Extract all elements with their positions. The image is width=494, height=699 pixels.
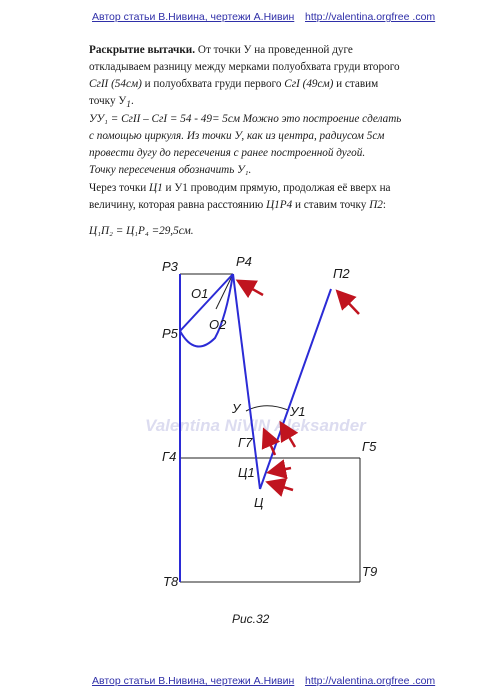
watermark: Valentina NiVIN Aleksander xyxy=(145,416,366,435)
label-u1: У1 xyxy=(290,404,306,419)
label-u: У xyxy=(232,401,241,416)
arrow-p4 xyxy=(240,282,263,295)
text-fragment: СгII (54см) xyxy=(89,78,142,90)
label-t9: Т9 xyxy=(362,564,378,579)
text-fragment: и ставим xyxy=(333,78,379,90)
arrow-p2 xyxy=(339,293,359,314)
text-line: с помощью циркуля. Из точки У, как из центра, радиусом 5см xyxy=(89,130,385,142)
text-line: откладываем разницу между мерками полуобхвата груди второго xyxy=(89,61,400,73)
text-fragment: и У1 проводим прямую, продолжая её вверх на xyxy=(162,182,391,194)
section-heading: Раскрытие вытачки. xyxy=(89,44,196,56)
text-line: От точки У на проведенной дуге xyxy=(195,44,353,56)
text-fragment: П2 xyxy=(369,199,383,211)
label-o2: О2 xyxy=(209,317,227,332)
label-t8: Т8 xyxy=(163,574,179,589)
text-line: УУ₁ = СгII – СгI = 54 - 49= 5см Можно это построение сделать xyxy=(89,113,402,125)
text-fragment: величину, которая равна расстоянию xyxy=(89,199,267,211)
label-p5: Р5 xyxy=(162,326,178,341)
text-fragment: Через точки xyxy=(89,182,150,194)
label-g7: Г7 xyxy=(238,435,253,450)
label-p4: Р4 xyxy=(236,254,252,269)
text-fragment: Ц1 xyxy=(149,182,163,194)
formula: Ц₁П₂ = Ц₁Р₄ =29,5см. xyxy=(89,225,194,237)
text-fragment: и ставим точку xyxy=(292,199,370,211)
footer-author: Автор статьи В.Нивина, чертежи А.Нивин xyxy=(92,675,295,687)
text-fragment: и полуобхвата груди первого xyxy=(141,78,285,90)
dart-curve xyxy=(180,274,233,347)
figure-caption: Рис.32 xyxy=(232,612,270,626)
text-fragment: СгI (49см) xyxy=(284,78,334,90)
header-author: Автор статьи В.Нивина, чертежи А.Нивин xyxy=(92,11,295,23)
label-g4: Г4 xyxy=(162,449,177,464)
header-url-link[interactable]: http://valentina.orgfree .com xyxy=(305,11,436,23)
footer-url-link[interactable]: http://valentina.orgfree .com xyxy=(305,675,436,687)
text-fragment: 1 xyxy=(126,100,131,111)
label-o1: О1 xyxy=(191,286,209,301)
label-c: Ц xyxy=(254,495,264,510)
line-c-p2 xyxy=(260,289,331,489)
arc-u-u1 xyxy=(246,406,288,411)
text-fragment: . xyxy=(130,95,134,107)
label-g5: Г5 xyxy=(362,439,377,454)
text-fragment: точку У xyxy=(89,95,127,107)
label-p3: Р3 xyxy=(162,259,178,274)
text-fragment: Ц1Р4 xyxy=(266,199,293,211)
arrow-u1 xyxy=(265,432,275,455)
label-c1: Ц1 xyxy=(238,465,255,480)
arrow-c xyxy=(270,483,293,490)
line-p4-c xyxy=(233,274,260,489)
text-line: Точку пересечения обозначить У₁. xyxy=(89,164,252,176)
label-p2: П2 xyxy=(333,266,350,281)
text-line: провести дугу до пересечения с ранее построенной дугой. xyxy=(89,147,366,159)
arrow-c1 xyxy=(271,468,291,472)
text-fragment: : xyxy=(382,199,386,211)
